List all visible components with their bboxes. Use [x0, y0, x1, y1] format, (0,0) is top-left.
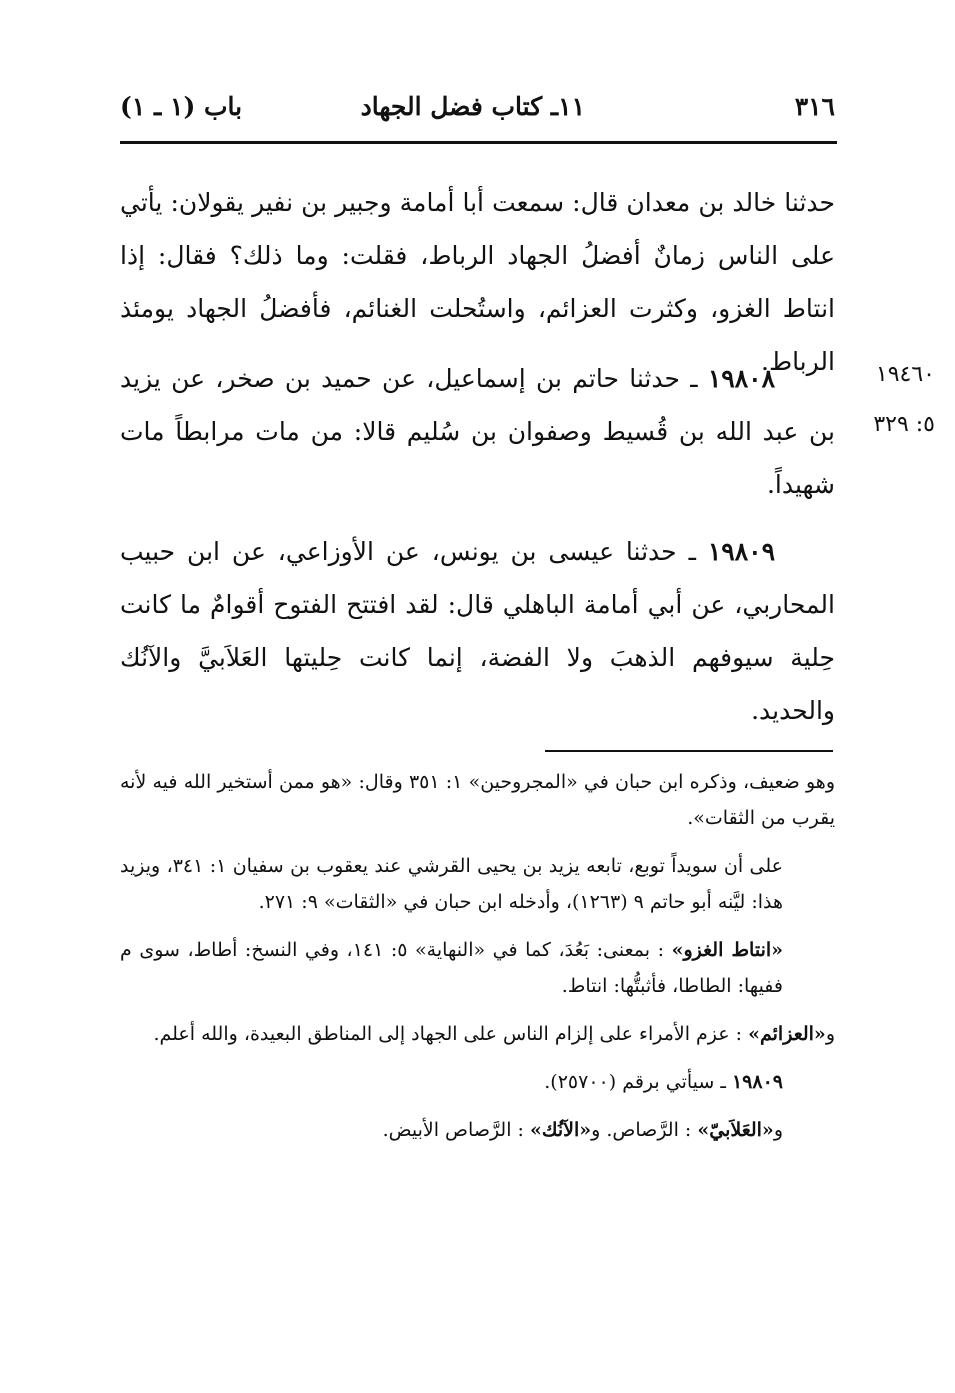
hadith-number: ١٩٨٠٨ — [707, 364, 775, 393]
footnotes — [120, 764, 835, 1160]
footnote-6-prefix: و — [773, 1119, 783, 1141]
footnote-5-number: ١٩٨٠٩ — [731, 1071, 783, 1093]
footnote-4-text: : عزم الأمراء على إلزام الناس على الجهاد إلى المناطق البعيدة، والله أعلم. — [153, 1023, 743, 1045]
footnote-6-end: : الرَّصاص الأبيض. — [382, 1119, 524, 1141]
hadith-text: ـ حدثنا حاتم بن إسماعيل، عن حميد بن صخر، عن يزيد بن عبد الله بن قُسيط وصفوان بن سُليم قالا: من مات مرابطاً مات شهيداً. — [120, 364, 835, 499]
footnote-6-term-2: «الآنُك» — [530, 1119, 592, 1141]
page-number: ٣١٦ — [794, 92, 835, 121]
hadith-number: ١٩٨٠٩ — [707, 537, 775, 566]
footnote-6-mid: : الرَّصاص. و — [591, 1119, 692, 1141]
footnote-4 — [120, 1016, 835, 1052]
footnote-2-text: على أن سويداً توبع، تابعه يزيد بن يحيى القرشي عند يعقوب بن سفيان ١: ٣٤١، ويزيد هذا: ليَّنه أبو حاتم ٩ (١٢٦٣)، وأدخله ابن حبان في «الثقات» ٩: ٢٧١. — [120, 855, 783, 913]
hadith-19808 — [120, 352, 835, 511]
margin-ref-2: ٥: ٣٢٩ — [873, 412, 935, 437]
footnote-3-text: : بمعنى: بَعُدَ، كما في «النهاية» ٥: ١٤١، وفي النسخ: أطاط، سوى م ففيها: الطاطا، فأثبتُّها: انتاط. — [120, 939, 783, 997]
hadith-19809 — [120, 525, 835, 737]
footnote-5 — [120, 1064, 835, 1100]
footnote-6-term-1: «العَلاَبيّ» — [697, 1119, 774, 1141]
footnote-4-prefix: و — [825, 1023, 835, 1045]
book-title: ١١ـ كتاب فضل الجهاد — [360, 92, 585, 121]
page-header — [120, 92, 835, 134]
footnote-3 — [120, 932, 835, 1004]
footnote-4-term: «العزائم» — [748, 1023, 826, 1045]
margin-ref-1: ١٩٤٦٠ — [875, 362, 935, 387]
footnote-3-term: «انتاط الغزو» — [671, 939, 784, 961]
hadith-text: ـ حدثنا عيسى بن يونس، عن الأوزاعي، عن ابن حبيب المحاربي، عن أبي أمامة الباهلي قال: لقد افتتح الفتوح أقوامٌ ما كانت حِلية سيوفهم الذهبَ ولا الفضة، إنما كانت حِليتها العَلاَبيَّ والآنُك والحديد. — [120, 537, 835, 725]
footnote-5-text: ـ سيأتي برقم (٢٥٧٠٠). — [544, 1071, 726, 1093]
hadith-19808-paragraph — [120, 352, 835, 511]
footnote-6 — [120, 1112, 835, 1148]
footnote-2 — [120, 848, 835, 920]
chapter-label: باب (١ ـ ١) — [120, 92, 243, 121]
footnote-separator — [545, 750, 833, 752]
hadith-19809-paragraph — [120, 525, 835, 737]
footnote-1: وهو ضعيف، وذكره ابن حبان في «المجروحين» ١: ٣٥١ وقال: «هو ممن أستخير الله فيه لأنه يقرب من الثقات». — [120, 771, 835, 829]
continuation-text: حدثنا خالد بن معدان قال: سمعت أبا أمامة وجبير بن نفير يقولان: يأتي على الناس زمانٌ أفضلُ الجهاد الرباط، فقلت: وما ذلك؟ فقال: إذا انتاط الغزو، وكثرت العزائم، واستُحلت الغنائم، فأفضلُ الجهاد يومئذ الرباط. — [120, 188, 835, 376]
header-rule — [120, 141, 837, 144]
